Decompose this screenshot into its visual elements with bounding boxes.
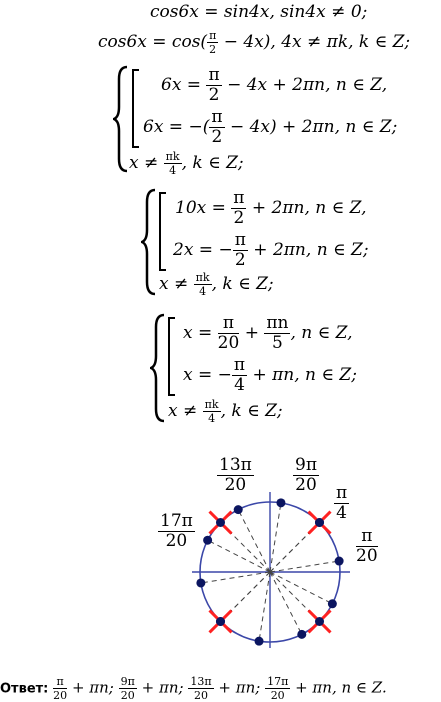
excluded-point — [315, 518, 324, 527]
label-pi-20 — [356, 528, 378, 565]
equation-text: x ≠ — [159, 274, 189, 294]
fraction — [206, 67, 221, 104]
equation-line-1 — [150, 2, 367, 22]
fraction-denominator: 20 — [193, 689, 208, 702]
fraction-numerator: π — [208, 65, 220, 85]
unit-circle-diagram — [150, 455, 390, 650]
system-3-row-a — [183, 315, 353, 352]
fraction-denominator: 20 — [217, 333, 240, 353]
solution-point — [328, 599, 337, 608]
fraction-denominator: 2 — [233, 208, 245, 228]
fraction-denominator: 4 — [336, 503, 347, 523]
fraction-denominator: 4 — [208, 412, 216, 425]
label-pi-4 — [334, 485, 349, 522]
fraction — [209, 109, 224, 146]
answer-term: + πn, n ∈ Z. — [295, 678, 387, 697]
answer-term: + πn; — [141, 678, 184, 697]
system-1 — [113, 65, 433, 175]
fraction-denominator: 20 — [120, 689, 135, 702]
solution-point — [203, 536, 212, 545]
label-13pi-20 — [217, 457, 254, 494]
equation-text: + 2πn, n ∈ Z; — [253, 240, 369, 260]
solution-point — [297, 630, 306, 639]
fraction-numerator: π — [209, 29, 217, 42]
equation-text: , k ∈ Z; — [211, 274, 274, 294]
fraction-numerator: π — [211, 107, 223, 127]
fraction — [53, 676, 67, 701]
fraction — [334, 485, 349, 522]
square-bracket-icon — [158, 192, 168, 272]
fraction-numerator: 9π — [295, 455, 317, 475]
answer-label: Ответ: — [0, 681, 49, 697]
radius-dashed-line — [259, 572, 270, 641]
answer-term: + πn; — [71, 678, 114, 697]
radius-dashed-line — [270, 572, 332, 604]
equation-text: − 4x) + 2πn, n ∈ Z; — [229, 117, 398, 137]
equation-text: , k ∈ Z; — [181, 153, 244, 173]
system-1-row-c — [129, 151, 244, 176]
solution-point — [276, 498, 285, 507]
radius-dashed-line — [208, 540, 270, 572]
equation-text: x = − — [183, 365, 232, 385]
equation-text: cos6x = sin4x, sin4x ≠ 0; — [150, 2, 368, 22]
equation-text: , n ∈ Z, — [290, 323, 353, 343]
excluded-point — [315, 617, 324, 626]
equation-text: x = — [183, 323, 213, 343]
fraction-denominator: 2 — [209, 43, 217, 56]
fraction — [232, 357, 247, 394]
equation-text: 6x = — [161, 75, 202, 95]
fraction-denominator: 5 — [272, 333, 283, 353]
fraction-numerator: 9π — [120, 675, 135, 688]
fraction — [265, 676, 290, 701]
system-1-row-b — [143, 109, 397, 146]
fraction — [158, 513, 195, 550]
fraction-denominator: 20 — [356, 546, 378, 566]
system-3-row-c — [168, 399, 283, 424]
fraction-numerator: 17π — [267, 675, 289, 688]
fraction — [356, 528, 378, 565]
fraction — [203, 399, 221, 424]
fraction-denominator: 2 — [211, 127, 223, 147]
equation-text: + πn, n ∈ Z; — [252, 365, 357, 385]
radius-dashed-line — [238, 510, 270, 572]
system-2-row-b — [173, 232, 369, 269]
fraction-denominator: 20 — [295, 475, 317, 495]
system-2 — [141, 188, 431, 298]
equation-text: 2x = − — [173, 240, 233, 260]
equation-text: x ≠ — [168, 401, 198, 421]
square-bracket-icon — [167, 317, 177, 397]
curly-brace-icon — [150, 313, 168, 423]
fraction-denominator: 4 — [169, 164, 177, 177]
solution-point — [335, 557, 344, 566]
fraction — [194, 272, 212, 297]
excluded-point — [216, 518, 225, 527]
fraction-numerator: π — [336, 483, 348, 503]
radius-dashed-line — [270, 503, 281, 572]
fraction-denominator: 4 — [199, 285, 207, 298]
fraction — [293, 457, 319, 494]
radius-dashed-line — [201, 572, 270, 583]
fraction-numerator: 13π — [190, 675, 212, 688]
solution-point — [255, 637, 264, 646]
fraction-numerator: πk — [195, 271, 210, 284]
fraction-denominator: 20 — [224, 475, 247, 495]
equation-text: cos6x = cos( — [98, 32, 208, 52]
fraction-denominator: 4 — [234, 375, 245, 395]
equation-text: − 4x + 2πn, n ∈ Z, — [227, 75, 388, 95]
fraction-denominator: 20 — [53, 689, 68, 702]
equation-text: x ≠ — [129, 153, 159, 173]
equation-line-2 — [98, 30, 410, 55]
fraction-numerator: πk — [165, 150, 180, 163]
fraction — [207, 30, 218, 55]
radius-dashed-line — [270, 572, 302, 634]
label-9pi-20 — [293, 457, 319, 494]
answer-term: + πn; — [218, 678, 261, 697]
fraction-numerator: π — [218, 315, 240, 334]
radius-dashed-line — [270, 561, 339, 572]
fraction — [119, 676, 137, 701]
system-2-row-c — [159, 272, 274, 297]
equation-text: − 4x), 4x ≠ πk, k ∈ Z; — [218, 32, 411, 52]
solution-point — [196, 578, 205, 587]
label-17pi-20 — [158, 513, 195, 550]
fraction-denominator: 2 — [208, 85, 220, 105]
equation-text: 6x = −( — [143, 117, 210, 137]
answer-line — [0, 676, 387, 701]
fraction — [264, 315, 290, 352]
fraction — [164, 151, 182, 176]
fraction-numerator: π — [233, 188, 245, 208]
fraction — [217, 457, 254, 494]
fraction-numerator: π — [356, 528, 378, 547]
fraction — [233, 232, 248, 269]
system-3-row-b — [183, 357, 357, 394]
fraction-numerator: π — [53, 676, 67, 689]
fraction-denominator: 20 — [270, 689, 285, 702]
curly-brace-icon — [141, 188, 159, 296]
equation-text: + — [244, 323, 259, 343]
solution-point — [234, 505, 243, 514]
fraction-numerator: πn — [266, 313, 289, 333]
system-1-row-a — [161, 67, 387, 104]
fraction-denominator: 20 — [165, 531, 188, 551]
system-2-row-a — [175, 190, 367, 227]
fraction-numerator: 13π — [219, 455, 252, 475]
fraction-numerator: π — [234, 230, 246, 250]
equation-text: 10x = — [175, 198, 226, 218]
unit-circle-svg — [150, 455, 390, 650]
excluded-point — [216, 617, 225, 626]
fraction-numerator: 17π — [160, 511, 193, 531]
fraction — [231, 190, 246, 227]
square-bracket-icon — [131, 69, 141, 149]
fraction-numerator: πk — [204, 398, 219, 411]
fraction-denominator: 2 — [234, 250, 246, 270]
fraction — [188, 676, 213, 701]
equation-text: , k ∈ Z; — [220, 401, 283, 421]
fraction-numerator: π — [233, 355, 246, 375]
system-3 — [150, 313, 435, 425]
fraction — [218, 315, 240, 352]
equation-text: + 2πn, n ∈ Z, — [251, 198, 367, 218]
